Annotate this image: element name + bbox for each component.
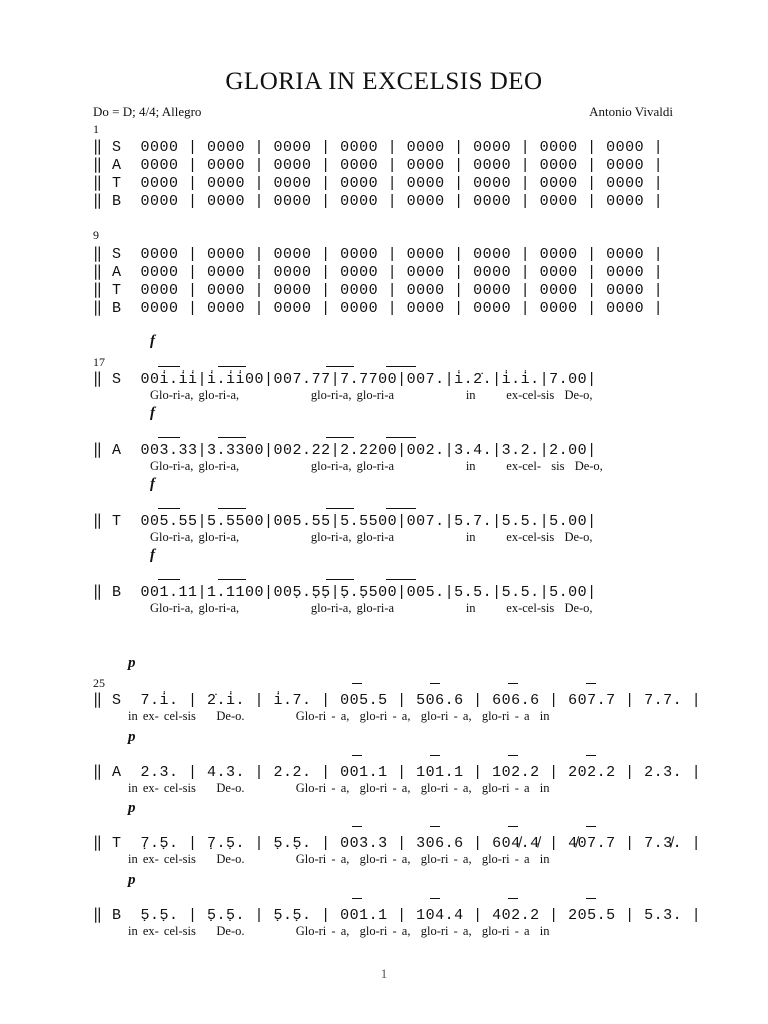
beam-line [158, 437, 180, 438]
beam-line [218, 579, 246, 580]
bass-line: ‖ B 5̣.5̣. | 5̣.5̣. | 5̣.5̣. | 001.1 | 104.4 | 402.2 | 205.5 | 5.3. | [93, 907, 702, 924]
beam-line [352, 826, 362, 827]
key-tempo-info: Do = D; 4/4; Allegro [93, 104, 202, 119]
dynamic-marking: f [150, 476, 155, 492]
beam-line [586, 898, 596, 899]
tenor-lyrics: in ex- cel-sis De-o. Glo-ri - a, glo-ri - a, glo-ri - a, glo-ri - a in [128, 852, 550, 866]
alto-lyrics: in ex- cel-sis De-o. Glo-ri - a, glo-ri - a, glo-ri - a, glo-ri - a in [128, 781, 550, 795]
beam-line [326, 579, 354, 580]
dynamic-marking: p [128, 655, 136, 671]
bass-lyrics: Glo-ri-a, glo-ri-a, glo-ri-a, glo-ri-a in ex-cel-sis De-o, [150, 601, 593, 615]
beam-line [586, 826, 596, 827]
beam-line [352, 898, 362, 899]
alto-line: ‖ A 2.3. | 4.3. | 2.2. | 001.1 | 101.1 | 102.2 | 202.2 | 2.3. | [93, 764, 702, 781]
tenor-lyrics: Glo-ri-a, glo-ri-a, glo-ri-a, glo-ri-a in ex-cel-sis De-o, [150, 530, 593, 544]
tenor-line: ‖ T 0000 | 0000 | 0000 | 0000 | 0000 | 0000 | 0000 | 0000 | [93, 282, 664, 299]
bass-line: ‖ B 0000 | 0000 | 0000 | 0000 | 0000 | 0000 | 0000 | 0000 | [93, 300, 664, 317]
measure-number: 25 [93, 676, 105, 690]
beam-line [218, 508, 246, 509]
beam-line [218, 437, 246, 438]
dynamic-marking: f [150, 405, 155, 421]
page-number: 1 [380, 966, 388, 981]
composer-name: Antonio Vivaldi [589, 104, 673, 119]
beam-line [158, 366, 180, 367]
beam-line [508, 683, 518, 684]
beam-line [158, 579, 180, 580]
beam-line [326, 437, 354, 438]
beam-line [326, 508, 354, 509]
bass-line: ‖ B 001.11|1.1100|005̣.5̣5̣|5̣.5̣500|005.|5.5.|5.5.|5.00| [93, 584, 597, 601]
beam-line [430, 755, 440, 756]
tenor-line: ‖ T 7̣.5̣. | 7̣.5̣. | 5̣.5̣. | 003.3 | 306.6 | 604̸.4̸ | 4̸07.7 | 7.3̸. | [93, 835, 702, 852]
dynamic-marking: p [128, 729, 136, 745]
dynamic-marking: p [128, 872, 136, 888]
measure-number: 17 [93, 355, 105, 369]
alto-line: ‖ A 003.33|3.3300|002.22|2.2200|002.|3.4.|3.2.|2.00| [93, 442, 597, 459]
bass-lyrics: in ex- cel-sis De-o. Glo-ri - a, glo-ri - a, glo-ri - a, glo-ri - a in [128, 924, 550, 938]
dynamic-marking: f [150, 547, 155, 563]
beam-line [386, 579, 416, 580]
soprano-line: ‖ S 0000 | 0000 | 0000 | 0000 | 0000 | 0000 | 0000 | 0000 | [93, 246, 664, 263]
soprano-lyrics: in ex- cel-sis De-o. Glo-ri - a, glo-ri - a, glo-ri - a, glo-ri - a in [128, 709, 550, 723]
beam-line [386, 508, 416, 509]
dynamic-marking: p [128, 800, 136, 816]
measure-number: 9 [93, 228, 99, 242]
beam-line [158, 508, 180, 509]
soprano-line: ‖ S 0000 | 0000 | 0000 | 0000 | 0000 | 0000 | 0000 | 0000 | [93, 139, 664, 156]
beam-line [508, 826, 518, 827]
beam-line [430, 898, 440, 899]
alto-line: ‖ A 0000 | 0000 | 0000 | 0000 | 0000 | 0000 | 0000 | 0000 | [93, 157, 664, 174]
alto-lyrics: Glo-ri-a, glo-ri-a, glo-ri-a, glo-ri-a in ex-cel- sis De-o, [150, 459, 603, 473]
beam-line [586, 683, 596, 684]
tenor-line: ‖ T 005.55|5.5500|005.55|5.5500|007.|5.7.|5.5.|5.00| [93, 513, 597, 530]
beam-line [326, 366, 354, 367]
soprano-lyrics: Glo-ri-a, glo-ri-a, glo-ri-a, glo-ri-a in ex-cel-sis De-o, [150, 388, 593, 402]
dynamic-marking: f [150, 333, 155, 349]
beam-line [352, 683, 362, 684]
beam-line [352, 755, 362, 756]
measure-number: 1 [93, 122, 99, 136]
beam-line [386, 366, 416, 367]
soprano-line: ‖ S 7.i̇. | 2̇.i̇. | i̇.7. | 005.5 | 506.6 | 606.6 | 607.7 | 7.7. | [93, 692, 702, 709]
beam-line [586, 755, 596, 756]
beam-line [508, 898, 518, 899]
beam-line [430, 683, 440, 684]
score-title: GLORIA IN EXCELSIS DEO [225, 68, 543, 95]
beam-line [218, 366, 246, 367]
beam-line [430, 826, 440, 827]
soprano-line: ‖ S 00i̇.i̇i̇|i̇.i̇i̇00|007.77|7.7700|007.|i̇.2̇.|i̇.i̇.|7.00| [93, 371, 597, 388]
beam-line [386, 437, 416, 438]
tenor-line: ‖ T 0000 | 0000 | 0000 | 0000 | 0000 | 0000 | 0000 | 0000 | [93, 175, 664, 192]
beam-line [508, 755, 518, 756]
alto-line: ‖ A 0000 | 0000 | 0000 | 0000 | 0000 | 0000 | 0000 | 0000 | [93, 264, 664, 281]
bass-line: ‖ B 0000 | 0000 | 0000 | 0000 | 0000 | 0000 | 0000 | 0000 | [93, 193, 664, 210]
